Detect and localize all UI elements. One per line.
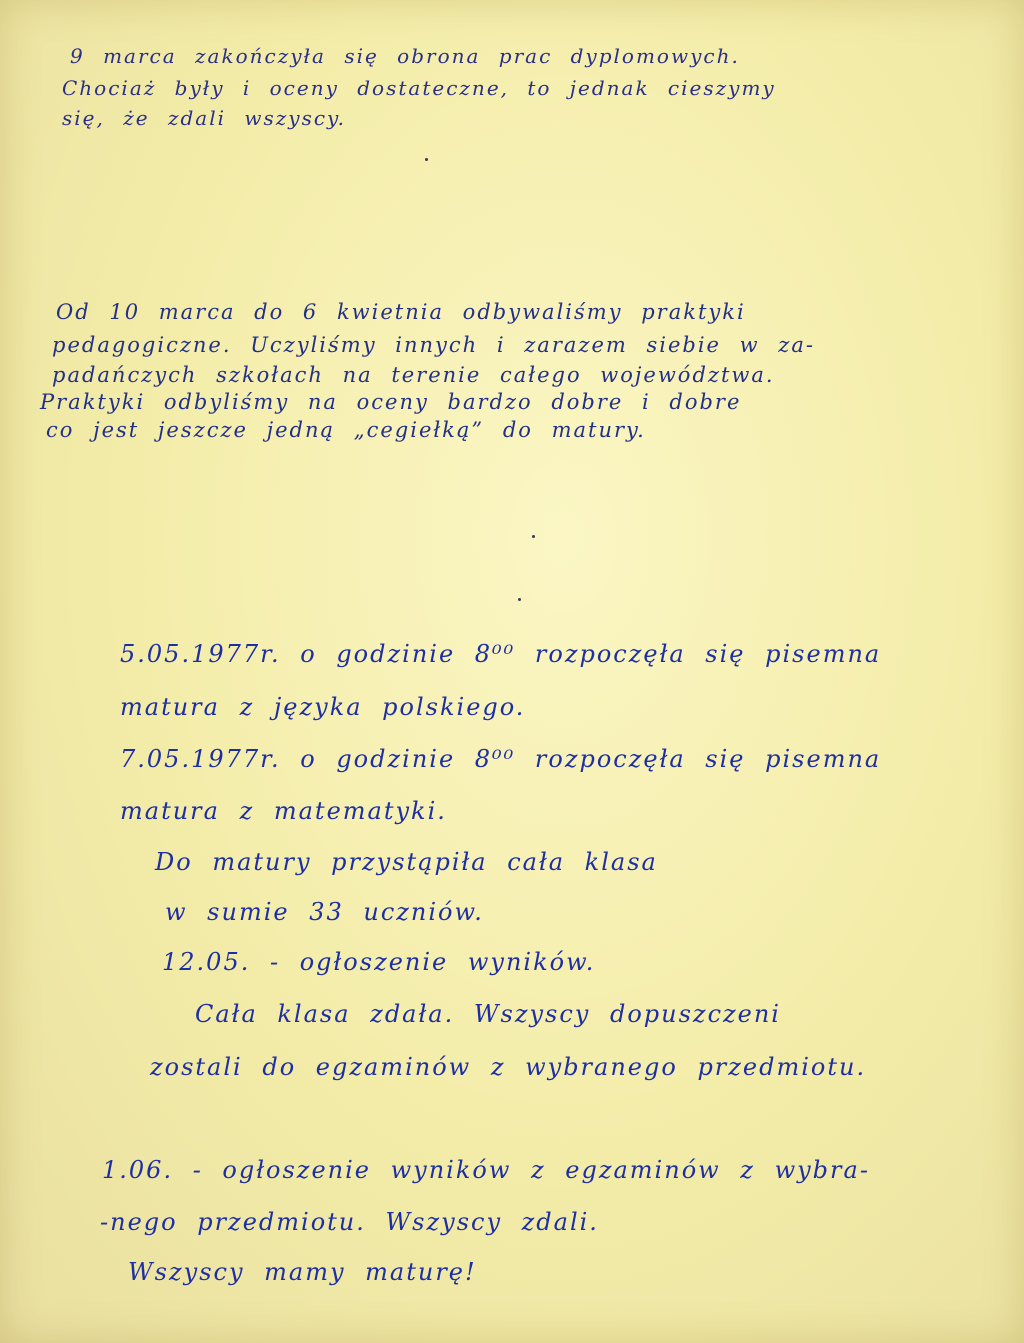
paragraph3-line4: matura z matematyki. (120, 797, 447, 825)
paragraph3-line3: 7.05.1977r. o godzinie 8⁰⁰ rozpoczęła się pisemna (120, 745, 882, 773)
paragraph3-line2: matura z języka polskiego. (120, 693, 526, 721)
paragraph3-line5: Do matury przystąpiła cała klasa (155, 848, 658, 876)
paragraph3-line6: w sumie 33 uczniów. (165, 898, 484, 926)
paragraph2-line1: Od 10 marca do 6 kwietnia odbywaliśmy praktyki (56, 300, 746, 324)
paragraph3-line8: Cała klasa zdała. Wszyscy dopuszczeni (195, 1000, 781, 1028)
paragraph3-line7: 12.05. - ogłoszenie wyników. (162, 948, 596, 976)
paragraph1-line1: 9 marca zakończyła się obrona prac dyplomowych. (70, 44, 740, 68)
paragraph4-line2: -nego przedmiotu. Wszyscy zdali. (100, 1208, 599, 1236)
ink-speck (425, 158, 428, 161)
paragraph1-line2: Chociaż były i oceny dostateczne, to jednak cieszymy (62, 76, 776, 100)
ink-speck (518, 598, 521, 601)
paragraph4-line1: 1.06. - ogłoszenie wyników z egzaminów z wybra- (102, 1156, 870, 1184)
paragraph2-line5: co jest jeszcze jedną „cegiełką” do matury. (46, 418, 646, 442)
paragraph1-line3: się, że zdali wszyscy. (62, 106, 347, 130)
paragraph3-line1: 5.05.1977r. o godzinie 8⁰⁰ rozpoczęła się pisemna (120, 640, 882, 668)
paragraph4-line3: Wszyscy mamy maturę! (128, 1258, 477, 1286)
paragraph2-line4: Praktyki odbyliśmy na oceny bardzo dobre i dobre (40, 390, 742, 414)
paragraph3-line9: zostali do egzaminów z wybranego przedmiotu. (150, 1053, 867, 1081)
paragraph2-line3: padańczych szkołach na terenie całego województwa. (52, 363, 775, 387)
paragraph2-line2: pedagogiczne. Uczyliśmy innych i zarazem siebie w za- (52, 333, 815, 357)
ink-speck (532, 535, 535, 538)
